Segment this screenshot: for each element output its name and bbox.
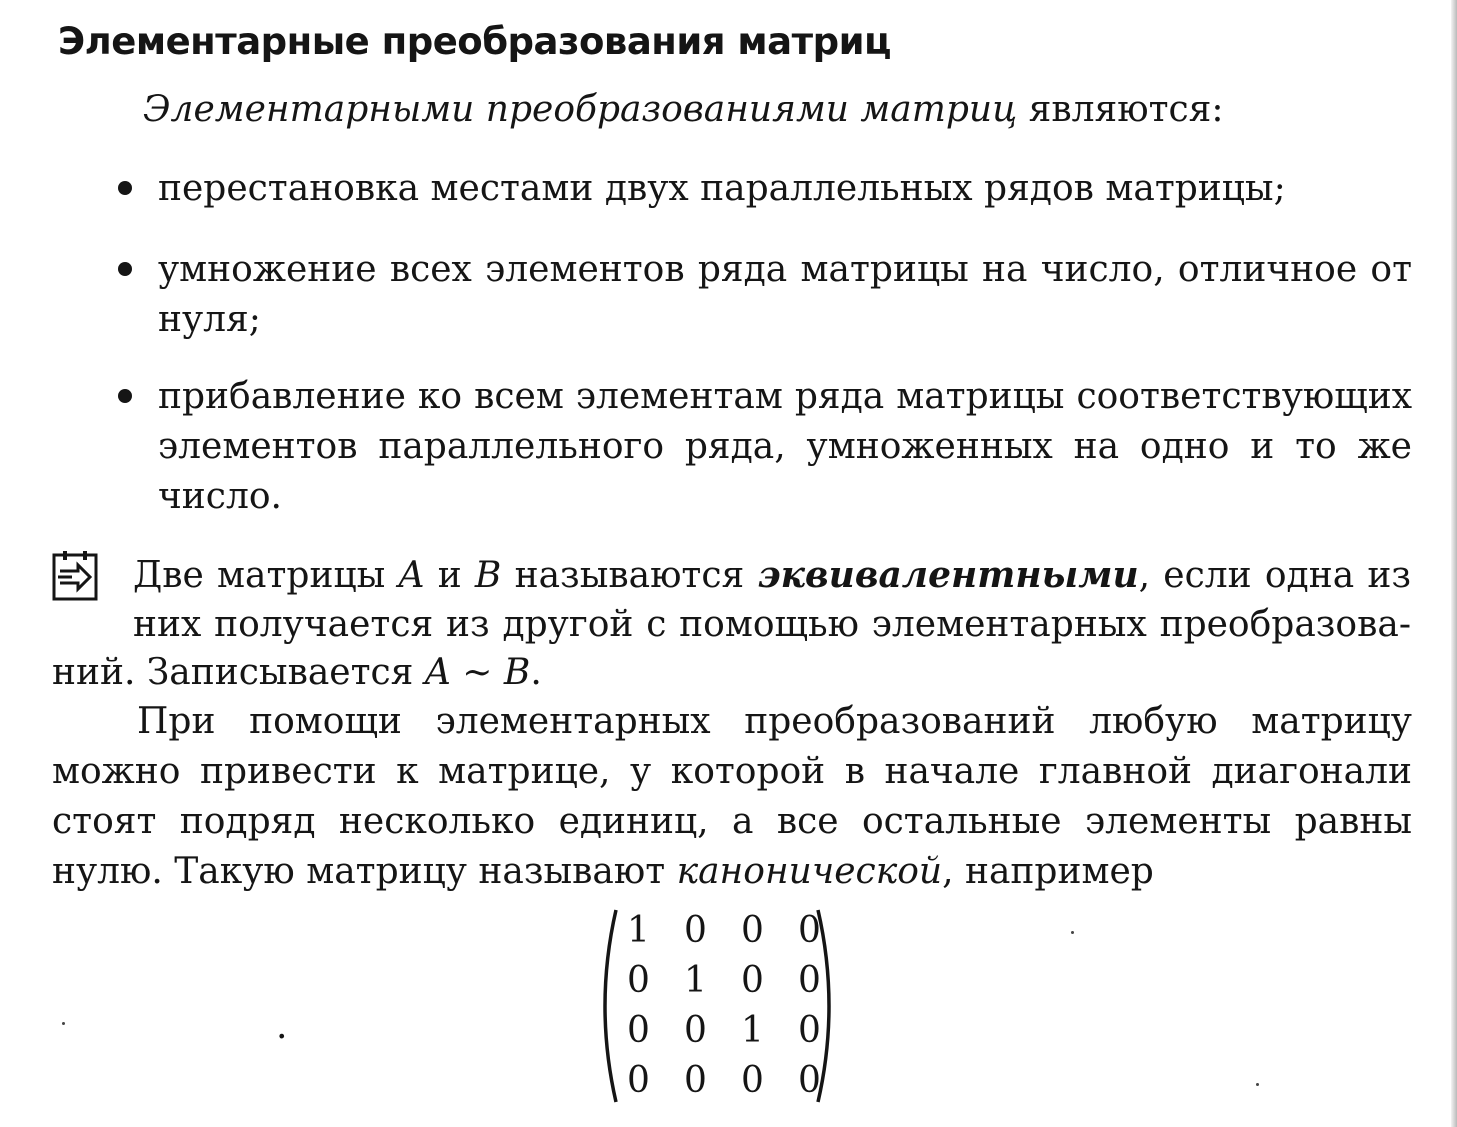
definition-text: ний. Записывается xyxy=(52,652,425,693)
definition-line-1 xyxy=(133,550,1411,601)
matrix-cell: 0 xyxy=(684,1060,707,1101)
bullet-icon xyxy=(118,262,132,276)
matrix-cell: 0 xyxy=(741,910,764,951)
paragraph-text: , например xyxy=(942,851,1154,892)
bullet-icon xyxy=(118,389,132,403)
equivalence-notation: A ∼ B xyxy=(424,652,531,693)
matrix-cell: 1 xyxy=(684,960,707,1001)
definition-text: , если одна из xyxy=(1138,555,1411,596)
section-heading: Элементарные преобразования матриц xyxy=(58,20,891,63)
page-edge-shadow xyxy=(1451,0,1457,1127)
scan-speck xyxy=(1071,931,1074,934)
definition-arrow-icon xyxy=(52,551,98,601)
scan-speck xyxy=(1256,1083,1259,1086)
intro-rest: являются: xyxy=(1017,89,1224,130)
matrix-cell: 0 xyxy=(798,910,821,951)
definition-text: и xyxy=(424,555,475,596)
defined-term: эквивалентными xyxy=(757,554,1139,596)
list-item-text: перестановка местами двух параллельных рядов матрицы; xyxy=(158,168,1286,209)
matrix-cell: 0 xyxy=(627,1060,650,1101)
matrix-cell: 0 xyxy=(798,960,821,1001)
definition-text: Две матрицы xyxy=(133,555,399,596)
list-item xyxy=(158,164,1412,214)
matrix-cells xyxy=(610,906,838,1106)
canonical-paragraph xyxy=(52,697,1412,897)
canonical-term: канонической xyxy=(676,851,943,892)
matrix-cell: 0 xyxy=(627,1010,650,1051)
list-item xyxy=(158,372,1412,522)
intro-sentence xyxy=(143,89,1223,130)
list-item-text: умножение всех элементов ряда матрицы на число, отличное от нуля; xyxy=(158,249,1412,340)
matrix-a-symbol: A xyxy=(398,555,425,596)
matrix-cell: 1 xyxy=(741,1010,764,1051)
list-item-text: прибавление ко всем элементам ряда матрицы соответствующих элементов параллельного ряда, умноженных на одно и то же число. xyxy=(158,376,1412,517)
paragraph-text: При помощи элементарных преобразований любую матрицу можно привести к матрице, у которой в начале главной диагонали стоят подряд несколько единиц, а все остальные элементы равны нулю. Такую матрицу называют xyxy=(52,701,1412,892)
matrix-cell: 0 xyxy=(741,1060,764,1101)
matrix-cell: 0 xyxy=(684,910,707,951)
matrix-cell: 0 xyxy=(627,960,650,1001)
right-parenthesis xyxy=(814,906,842,1106)
scan-speck xyxy=(62,1022,65,1025)
matrix-period: . xyxy=(276,1006,288,1047)
matrix-cell: 1 xyxy=(627,910,650,951)
list-item xyxy=(158,245,1412,345)
intro-term: Элементарными преобразованиями матриц xyxy=(143,89,1018,130)
matrix-cell: 0 xyxy=(684,1010,707,1051)
matrix-cell: 0 xyxy=(798,1010,821,1051)
definition-text: . xyxy=(530,652,542,693)
matrix-cell: 0 xyxy=(798,1060,821,1101)
definition-line-3 xyxy=(52,648,1412,698)
matrix-cell: 0 xyxy=(741,960,764,1001)
bullet-icon xyxy=(118,181,132,195)
definition-line-2: них получается из другой с помощью элементарных преобразова- xyxy=(133,604,1411,645)
definition-text: называются xyxy=(501,555,758,596)
canonical-matrix xyxy=(592,906,872,1106)
matrix-b-symbol: B xyxy=(474,555,502,596)
